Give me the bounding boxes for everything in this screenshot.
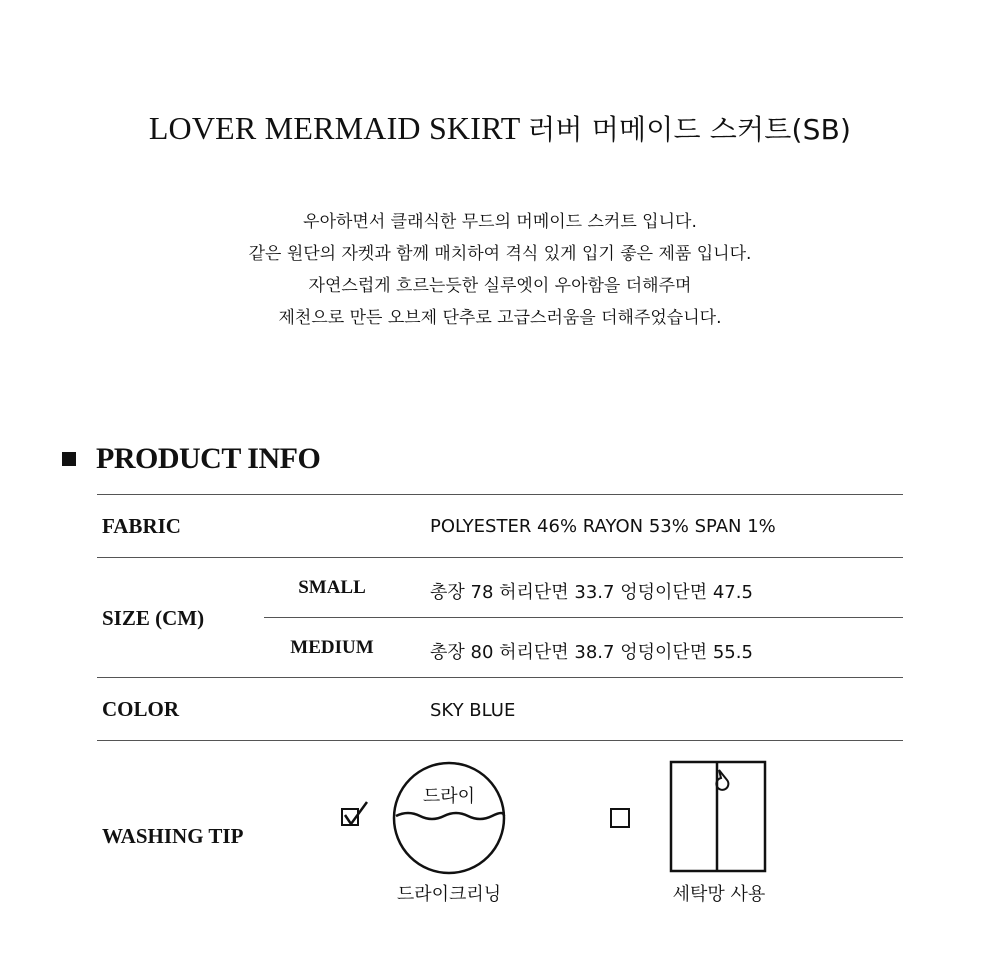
table-divider	[97, 740, 903, 741]
laundry-net-checkbox[interactable]	[610, 808, 630, 828]
laundry-net-icon	[669, 760, 769, 874]
product-description	[0, 206, 1000, 334]
dry-clean-icon	[391, 760, 507, 876]
checkmark-icon	[341, 800, 369, 828]
description-line: 같은 원단의 자켓과 함께 매치하여 격식 있게 입기 좋은 제품 입니다.	[248, 244, 752, 264]
dry-clean-caption: 드라이크리닝	[396, 884, 502, 905]
description-line: 자연스럽게 흐르는듯한 실루엣이 우아함을 더해주며	[308, 276, 692, 296]
product-title-en: LOVER MERMAID SKIRT	[148, 110, 520, 146]
color-label: COLOR	[102, 697, 180, 721]
table-divider	[97, 494, 903, 495]
fabric-value: POLYESTER 46% RAYON 53% SPAN 1%	[430, 516, 776, 537]
size-label: SIZE (CM)	[102, 606, 205, 630]
washing-tip-label: WASHING TIP	[102, 824, 244, 848]
square-bullet-icon	[62, 452, 76, 466]
dry-clean-icon-text: 드라이	[422, 786, 476, 807]
size-medium-label: MEDIUM	[290, 637, 374, 658]
product-info-header	[62, 442, 320, 476]
section-title: PRODUCT INFO	[96, 442, 321, 475]
product-title	[0, 108, 1000, 148]
product-title-ko: 러버 머메이드 스커트(SB)	[528, 113, 852, 146]
fabric-label: FABRIC	[102, 514, 181, 538]
table-divider	[264, 617, 903, 618]
table-divider	[97, 677, 903, 678]
size-small-value: 총장 78 허리단면 33.7 엉덩이단면 47.5	[430, 582, 753, 603]
size-small-label: SMALL	[298, 577, 366, 598]
size-medium-value: 총장 80 허리단면 38.7 엉덩이단면 55.5	[430, 642, 753, 663]
description-line: 제천으로 만든 오브제 단추로 고급스러움을 더해주었습니다.	[278, 308, 722, 328]
description-line: 우아하면서 클래식한 무드의 머메이드 스커트 입니다.	[303, 212, 697, 232]
color-value: SKY BLUE	[430, 700, 516, 721]
table-divider	[97, 557, 903, 558]
laundry-net-caption: 세탁망 사용	[672, 884, 766, 905]
